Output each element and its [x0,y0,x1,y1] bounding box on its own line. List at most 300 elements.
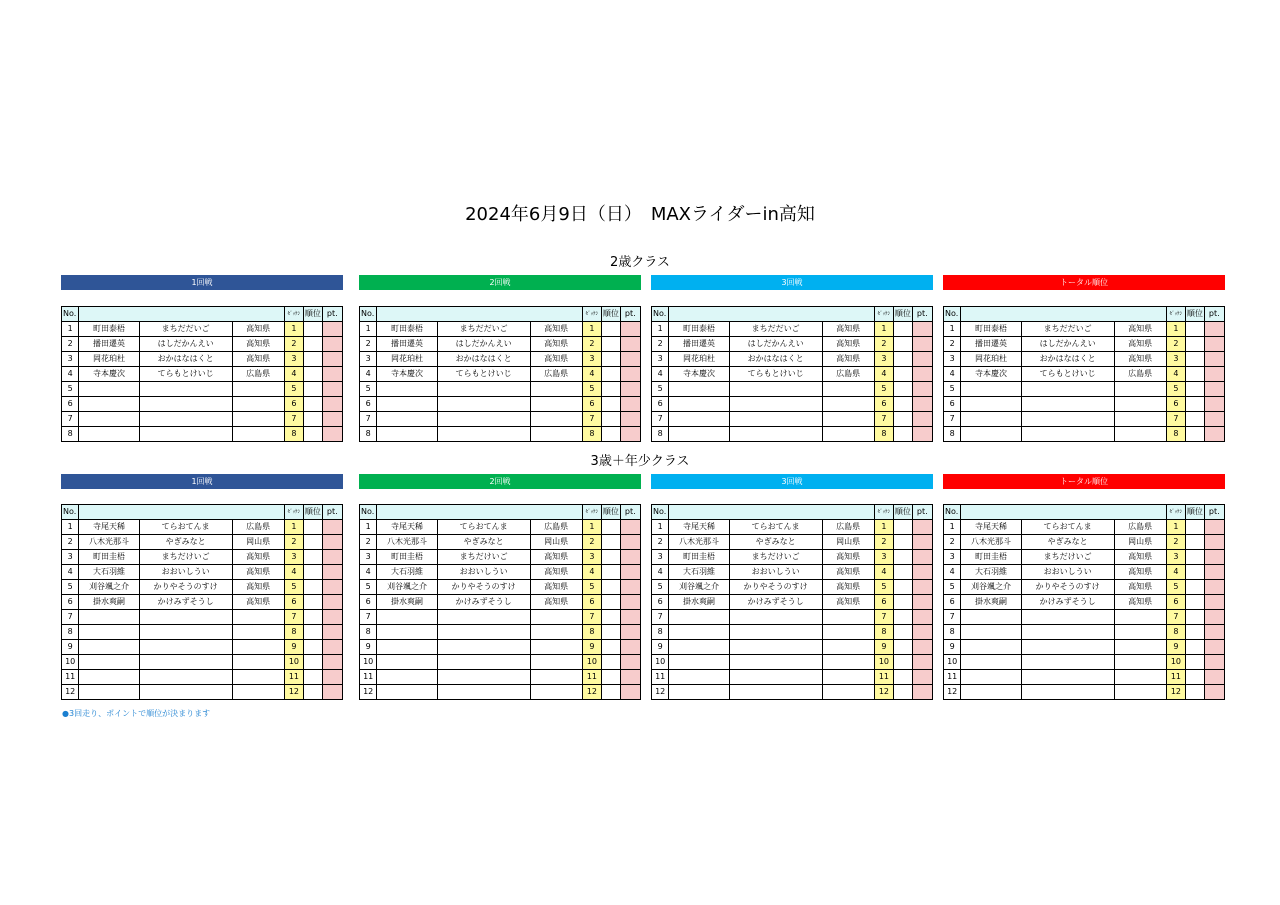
table-row [360,412,641,427]
rank-cell[interactable] [304,565,322,580]
rank-cell[interactable] [1186,625,1204,640]
pt-cell[interactable] [912,655,932,670]
header-no: No. [62,505,79,520]
pt-cell[interactable] [912,595,932,610]
rank-cell[interactable] [602,655,620,670]
pt-cell[interactable] [1204,640,1224,655]
rank-cell[interactable] [304,520,322,535]
pt-cell[interactable] [620,535,640,550]
zekken-number: 2 [1166,535,1185,550]
rank-cell[interactable] [894,382,912,397]
table-row [62,337,343,352]
pt-cell[interactable] [912,685,932,700]
rank-cell[interactable] [602,427,620,442]
pt-cell[interactable] [620,610,640,625]
rider-name: 岡花珀杜 [669,352,729,367]
rider-name: 町田圭梧 [377,550,437,565]
zekken-number: 9 [582,640,601,655]
pt-cell[interactable] [912,412,932,427]
rank-cell[interactable] [1186,412,1204,427]
rank-cell[interactable] [602,670,620,685]
rank-cell[interactable] [1186,397,1204,412]
zekken-number: 7 [1166,610,1185,625]
rider-prefecture [1114,685,1166,700]
table-header-row [944,307,1225,322]
rank-cell[interactable] [304,412,322,427]
rider-name [961,412,1021,427]
header-rider [79,505,284,520]
row-number: 4 [944,367,961,382]
rider-prefecture [1114,625,1166,640]
rank-cell[interactable] [602,595,620,610]
zekken-number: 8 [874,427,893,442]
pt-cell[interactable] [912,670,932,685]
pt-cell[interactable] [912,427,932,442]
pt-cell[interactable] [322,640,342,655]
rank-cell[interactable] [304,322,322,337]
pt-cell[interactable] [322,610,342,625]
rank-cell[interactable] [894,397,912,412]
rider-prefecture: 広島県 [232,367,284,382]
rank-cell[interactable] [602,565,620,580]
rank-cell[interactable] [304,352,322,367]
rank-cell[interactable] [894,322,912,337]
pt-cell[interactable] [912,397,932,412]
table-row [360,382,641,397]
pt-cell[interactable] [1204,580,1224,595]
rider-name [79,625,139,640]
rank-cell[interactable] [304,397,322,412]
rider-prefecture: 高知県 [232,550,284,565]
table-row [652,322,933,337]
rider-prefecture [232,640,284,655]
rank-cell[interactable] [1186,352,1204,367]
pt-cell[interactable] [1204,565,1224,580]
rank-cell[interactable] [602,397,620,412]
rider-name [961,625,1021,640]
zekken-number: 5 [284,382,303,397]
rider-kana: てらもとけいじ [729,367,822,382]
pt-cell[interactable] [912,535,932,550]
rank-cell[interactable] [1186,580,1204,595]
rank-cell[interactable] [304,670,322,685]
rider-prefecture: 高知県 [530,322,582,337]
pt-cell[interactable] [322,427,342,442]
rider-name: 町田圭梧 [79,550,139,565]
table-row [360,565,641,580]
row-number: 1 [944,322,961,337]
zekken-number: 1 [284,520,303,535]
row-number: 2 [944,535,961,550]
table-row [944,427,1225,442]
table-header-row [360,505,641,520]
pt-cell[interactable] [322,580,342,595]
header-no: No. [360,307,377,322]
pt-cell[interactable] [912,625,932,640]
rank-cell[interactable] [1186,610,1204,625]
row-number: 12 [360,685,377,700]
rider-kana [437,382,530,397]
rank-cell[interactable] [1186,367,1204,382]
pt-cell[interactable] [912,580,932,595]
rank-cell[interactable] [1186,535,1204,550]
pt-cell[interactable] [912,382,932,397]
pt-cell[interactable] [322,520,342,535]
rank-cell[interactable] [304,367,322,382]
pt-cell[interactable] [912,550,932,565]
pt-cell[interactable] [620,427,640,442]
rank-cell[interactable] [304,685,322,700]
header-rank: 順位 [304,505,322,520]
rank-cell[interactable] [1186,670,1204,685]
zekken-number: 2 [1166,337,1185,352]
rider-name [669,685,729,700]
zekken-number: 10 [284,655,303,670]
rider-name [669,427,729,442]
pt-cell[interactable] [322,322,342,337]
row-number: 6 [944,595,961,610]
zekken-number: 3 [874,352,893,367]
pt-cell[interactable] [1204,655,1224,670]
header-no: No. [652,505,669,520]
pt-cell[interactable] [322,337,342,352]
pt-cell[interactable] [912,337,932,352]
rank-cell[interactable] [304,625,322,640]
rider-kana: やぎみなと [1021,535,1114,550]
zekken-number: 2 [874,337,893,352]
pt-cell[interactable] [322,352,342,367]
rider-name [377,685,437,700]
zekken-number: 3 [284,550,303,565]
pt-cell[interactable] [620,670,640,685]
row-number: 8 [944,625,961,640]
rank-cell[interactable] [602,640,620,655]
rank-cell[interactable] [1186,520,1204,535]
pt-cell[interactable] [322,397,342,412]
row-number: 10 [652,655,669,670]
table-row [360,685,641,700]
rank-cell[interactable] [602,337,620,352]
rider-name: 寺本慶次 [377,367,437,382]
header-zekken: ｾﾞｯｹﾝ [582,307,601,322]
table-row [652,640,933,655]
pt-cell[interactable] [620,580,640,595]
results-table [359,306,641,442]
rider-name [961,382,1021,397]
header-pt: pt. [1204,505,1224,520]
rider-prefecture: 高知県 [232,322,284,337]
rank-cell[interactable] [894,337,912,352]
pt-cell[interactable] [322,382,342,397]
rider-name [79,655,139,670]
rank-cell[interactable] [1186,337,1204,352]
rider-prefecture [232,625,284,640]
round-header-bar: 2回戦 [359,275,641,290]
table-row [360,427,641,442]
pt-cell[interactable] [322,550,342,565]
table-row [944,322,1225,337]
row-number: 4 [62,367,79,382]
pt-cell[interactable] [1204,337,1224,352]
zekken-number: 1 [284,322,303,337]
pt-cell[interactable] [620,382,640,397]
header-pt: pt. [912,307,932,322]
pt-cell[interactable] [322,595,342,610]
pt-cell[interactable] [322,412,342,427]
rank-cell[interactable] [602,625,620,640]
header-rider [377,307,582,322]
rank-cell[interactable] [894,580,912,595]
pt-cell[interactable] [912,520,932,535]
rider-kana [139,640,232,655]
pt-cell[interactable] [322,367,342,382]
pt-cell[interactable] [322,565,342,580]
pt-cell[interactable] [912,322,932,337]
row-number: 1 [360,322,377,337]
zekken-number: 9 [284,640,303,655]
rank-cell[interactable] [304,550,322,565]
rider-kana: やぎみなと [729,535,822,550]
rider-name [79,670,139,685]
rider-kana: かけみずそうし [437,595,530,610]
pt-cell[interactable] [1204,412,1224,427]
rank-cell[interactable] [894,610,912,625]
pt-cell[interactable] [912,565,932,580]
rider-kana: かりやそうのすけ [139,580,232,595]
rider-name: 刈谷颯之介 [377,580,437,595]
rank-cell[interactable] [1186,382,1204,397]
rank-cell[interactable] [602,580,620,595]
pt-cell[interactable] [1204,427,1224,442]
rider-prefecture [530,685,582,700]
rank-cell[interactable] [1186,655,1204,670]
rank-cell[interactable] [304,535,322,550]
rank-cell[interactable] [894,352,912,367]
results-table [359,504,641,700]
pt-cell[interactable] [1204,367,1224,382]
rank-cell[interactable] [304,655,322,670]
rank-cell[interactable] [894,427,912,442]
rank-cell[interactable] [304,382,322,397]
rank-cell[interactable] [894,625,912,640]
header-rider [79,307,284,322]
row-number: 5 [360,580,377,595]
row-number: 6 [652,595,669,610]
rank-cell[interactable] [1186,685,1204,700]
rider-name: 掛水爽嗣 [377,595,437,610]
zekken-number: 4 [1166,565,1185,580]
pt-cell[interactable] [322,670,342,685]
pt-cell[interactable] [1204,322,1224,337]
rank-cell[interactable] [1186,322,1204,337]
rider-kana [729,397,822,412]
zekken-number: 4 [874,367,893,382]
rider-name: 掛水爽嗣 [79,595,139,610]
rank-cell[interactable] [304,580,322,595]
rider-name [961,685,1021,700]
table-row [360,352,641,367]
table-row [944,382,1225,397]
rank-cell[interactable] [602,550,620,565]
pt-cell[interactable] [620,550,640,565]
rank-cell[interactable] [304,610,322,625]
rider-kana: おおいしうい [437,565,530,580]
pt-cell[interactable] [912,367,932,382]
table-row [62,520,343,535]
pt-cell[interactable] [620,685,640,700]
pt-cell[interactable] [1204,550,1224,565]
rank-cell[interactable] [602,610,620,625]
row-number: 12 [944,685,961,700]
pt-cell[interactable] [1204,595,1224,610]
row-number: 10 [62,655,79,670]
row-number: 7 [652,610,669,625]
rank-cell[interactable] [602,367,620,382]
rank-cell[interactable] [304,595,322,610]
pt-cell[interactable] [620,565,640,580]
table-row [360,322,641,337]
rank-cell[interactable] [304,640,322,655]
pt-cell[interactable] [912,640,932,655]
row-number: 11 [62,670,79,685]
rank-cell[interactable] [304,337,322,352]
rank-cell[interactable] [894,565,912,580]
table-header-row [652,505,933,520]
rank-cell[interactable] [1186,595,1204,610]
row-number: 7 [62,610,79,625]
pt-cell[interactable] [620,595,640,610]
rider-prefecture: 高知県 [822,580,874,595]
pt-cell[interactable] [322,535,342,550]
rank-cell[interactable] [602,352,620,367]
pt-cell[interactable] [620,520,640,535]
rank-cell[interactable] [894,685,912,700]
table-row [62,565,343,580]
rider-prefecture [822,427,874,442]
zekken-number: 4 [874,565,893,580]
rider-kana [139,685,232,700]
rider-kana: はしだかんえい [437,337,530,352]
pt-cell[interactable] [1204,397,1224,412]
row-number: 3 [360,352,377,367]
rank-cell[interactable] [602,520,620,535]
pt-cell[interactable] [620,625,640,640]
row-number: 3 [652,550,669,565]
zekken-number: 10 [1166,655,1185,670]
rider-name [377,382,437,397]
row-number: 11 [944,670,961,685]
rider-name: 掛水爽嗣 [961,595,1021,610]
pt-cell[interactable] [620,640,640,655]
row-number: 4 [360,367,377,382]
pt-cell[interactable] [322,685,342,700]
table-row [652,610,933,625]
rider-prefecture: 高知県 [1114,337,1166,352]
rank-cell[interactable] [1186,565,1204,580]
pt-cell[interactable] [912,352,932,367]
rider-prefecture [1114,640,1166,655]
pt-cell[interactable] [620,322,640,337]
pt-cell[interactable] [620,412,640,427]
table-row [944,565,1225,580]
table-row [360,625,641,640]
header-pt: pt. [1204,307,1224,322]
row-number: 9 [652,640,669,655]
pt-cell[interactable] [620,367,640,382]
pt-cell[interactable] [620,337,640,352]
pt-cell[interactable] [1204,520,1224,535]
rank-cell[interactable] [602,685,620,700]
zekken-number: 4 [1166,367,1185,382]
pt-cell[interactable] [1204,382,1224,397]
pt-cell[interactable] [1204,670,1224,685]
rank-cell[interactable] [894,640,912,655]
pt-cell[interactable] [912,610,932,625]
pt-cell[interactable] [1204,625,1224,640]
rank-cell[interactable] [894,535,912,550]
row-number: 5 [62,382,79,397]
results-table [651,504,933,700]
pt-cell[interactable] [620,397,640,412]
zekken-number: 8 [284,625,303,640]
rank-cell[interactable] [304,427,322,442]
pt-cell[interactable] [1204,685,1224,700]
rider-name: 大石羽維 [377,565,437,580]
rank-cell[interactable] [894,367,912,382]
rider-name: 寺尾天稀 [669,520,729,535]
pt-cell[interactable] [1204,610,1224,625]
zekken-number: 12 [874,685,893,700]
rider-name: 掛水爽嗣 [669,595,729,610]
rider-name: 播田遷英 [377,337,437,352]
rank-cell[interactable] [602,382,620,397]
rider-prefecture [822,655,874,670]
rank-cell[interactable] [894,655,912,670]
pt-cell[interactable] [620,655,640,670]
rank-cell[interactable] [1186,640,1204,655]
rider-name [377,427,437,442]
row-number: 5 [652,382,669,397]
row-number: 4 [652,367,669,382]
pt-cell[interactable] [620,352,640,367]
rank-cell[interactable] [894,412,912,427]
rank-cell[interactable] [894,670,912,685]
rank-cell[interactable] [894,550,912,565]
round-header-bar: 1回戦 [61,275,343,290]
pt-cell[interactable] [1204,352,1224,367]
rank-cell[interactable] [894,595,912,610]
rider-kana [1021,640,1114,655]
rank-cell[interactable] [602,412,620,427]
rider-kana [139,397,232,412]
rank-cell[interactable] [1186,550,1204,565]
rider-kana [139,382,232,397]
zekken-number: 6 [582,397,601,412]
table-row [62,625,343,640]
round-header-bar: 3回戦 [651,474,933,489]
pt-cell[interactable] [322,655,342,670]
pt-cell[interactable] [322,625,342,640]
pt-cell[interactable] [1204,535,1224,550]
rider-prefecture: 高知県 [1114,580,1166,595]
rank-cell[interactable] [602,535,620,550]
rank-cell[interactable] [602,322,620,337]
row-number: 2 [652,535,669,550]
rank-cell[interactable] [894,520,912,535]
row-number: 8 [944,427,961,442]
rank-cell[interactable] [1186,427,1204,442]
rider-prefecture: 広島県 [822,367,874,382]
